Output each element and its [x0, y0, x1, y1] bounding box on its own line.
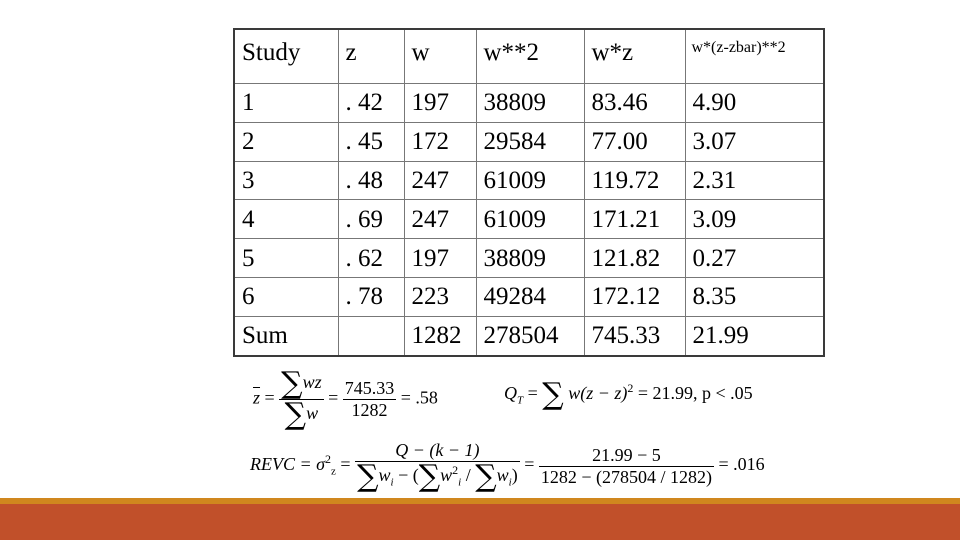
cell-w2: 49284	[476, 278, 584, 317]
revc-den-sup: 2	[452, 463, 459, 478]
cell-z: . 62	[338, 239, 404, 278]
zbar-denominator: w	[306, 403, 319, 424]
cell-z: . 42	[338, 84, 404, 123]
cell-study: 5	[234, 239, 338, 278]
table-row	[234, 278, 824, 317]
header-w-times-z: w*z	[584, 29, 685, 84]
cell-z: . 45	[338, 122, 404, 161]
cell-wdev: 3.09	[685, 200, 824, 239]
cell-w2: 61009	[476, 200, 584, 239]
cell-wdev: 4.90	[685, 84, 824, 123]
table-row	[234, 122, 824, 161]
cell-study: 3	[234, 161, 338, 200]
cell-wz: 83.46	[584, 84, 685, 123]
cell-wz: 77.00	[584, 122, 685, 161]
cell-w: 197	[404, 84, 476, 123]
cell-w: 1282	[404, 316, 476, 356]
cell-z	[338, 316, 404, 356]
table-row	[234, 200, 824, 239]
revc-den-i3: i	[508, 476, 512, 489]
cell-w: 172	[404, 122, 476, 161]
header-w: w	[404, 29, 476, 84]
cell-w: 247	[404, 200, 476, 239]
revc-label: REVC = σ	[250, 454, 326, 475]
cell-study: 2	[234, 122, 338, 161]
header-z: z	[338, 29, 404, 84]
cell-study: 6	[234, 278, 338, 317]
cell-z: . 78	[338, 278, 404, 317]
revc-fraction	[355, 440, 520, 492]
cell-z: . 69	[338, 200, 404, 239]
cell-w: 247	[404, 161, 476, 200]
table-row	[234, 161, 824, 200]
revc-numerator: Q − (k − 1)	[355, 440, 520, 462]
header-study: Study	[234, 29, 338, 84]
meta-analysis-table	[233, 28, 825, 357]
qt-result: = 21.99, p < .05	[637, 383, 753, 404]
revc-value-fraction	[539, 445, 714, 488]
revc-denominator: $\sum w_i - (\sum w^2_i / \sum w_i)$	[357, 459, 518, 494]
cell-wdev: 8.35	[685, 278, 824, 317]
table-header-row	[234, 29, 824, 84]
table-row	[234, 239, 824, 278]
cell-z: . 48	[338, 161, 404, 200]
zbar-value-fraction	[343, 378, 397, 421]
cell-wdev: 21.99	[685, 316, 824, 356]
zbar-symbol: $\overline{z}$	[253, 387, 261, 408]
revc-formula: REVC = $\sigma^2_z$ = $\frac{Q - (k - 1)}{\sum w_i - (\sum w^2_i / \sum w_i)}$ = $\frac{21.99 - 5}{1282 - (278504 / 1282)}$ = .016	[250, 440, 765, 494]
cell-w: 197	[404, 239, 476, 278]
cell-wz: 121.82	[584, 239, 685, 278]
zbar-den-value: 1282	[351, 400, 388, 420]
qt-exponent: 2	[627, 381, 634, 396]
qt-body: w(z − z)	[568, 383, 628, 404]
cell-wdev: 2.31	[685, 161, 824, 200]
cell-wz: 119.72	[584, 161, 685, 200]
sum-symbol: ∑	[284, 397, 307, 432]
revc-den-value: 1282 − (278504 / 1282)	[540, 466, 713, 487]
qt-symbol: Q	[504, 383, 517, 404]
revc-den-w: w	[378, 465, 391, 486]
cell-w2: 38809	[476, 239, 584, 278]
qt-subscript: T	[517, 394, 524, 407]
cell-w2: 29584	[476, 122, 584, 161]
zbar-numerator: wz	[302, 372, 322, 393]
sum-symbol: ∑	[281, 366, 303, 401]
cell-wz: 745.33	[584, 316, 685, 356]
cell-w2: 61009	[476, 161, 584, 200]
zbar-num-value: 745.33	[344, 378, 395, 398]
cell-wdev: 0.27	[685, 239, 824, 278]
cell-study: Sum	[234, 316, 338, 356]
cell-study: 1	[234, 84, 338, 123]
header-w-dev-squared: w*(z-zbar)**2	[685, 29, 824, 84]
cell-w2: 278504	[476, 316, 584, 356]
zbar-formula: $\overline{z}$ = $\frac{\sum wz}{\sum w}$ = $\frac{745.33}{1282}$ = .58	[253, 366, 438, 432]
header-w-squared: w**2	[476, 29, 584, 84]
revc-den-w2: w	[440, 465, 453, 486]
revc-den-w3: w	[496, 465, 509, 486]
cell-study: 4	[234, 200, 338, 239]
cell-w: 223	[404, 278, 476, 317]
table-sum-row	[234, 316, 824, 356]
cell-wdev: 3.07	[685, 122, 824, 161]
revc-sub: z	[331, 465, 336, 478]
cell-wz: 172.12	[584, 278, 685, 317]
table-row	[234, 84, 824, 123]
revc-den-i2: i	[458, 476, 462, 489]
qt-formula: $Q_T$ = ∑ $w(z - z)^2 = 21.99$, p < .05	[504, 377, 753, 412]
sum-symbol: ∑	[542, 377, 564, 412]
zbar-fraction	[279, 366, 323, 432]
cell-wz: 171.21	[584, 200, 685, 239]
footer-bar	[0, 504, 960, 540]
zbar-result: = .58	[400, 387, 438, 408]
revc-result: = .016	[718, 454, 765, 475]
cell-w2: 38809	[476, 84, 584, 123]
revc-den-i: i	[390, 476, 394, 489]
revc-sup: 2	[325, 452, 332, 467]
revc-num-value: 21.99 − 5	[539, 445, 714, 467]
